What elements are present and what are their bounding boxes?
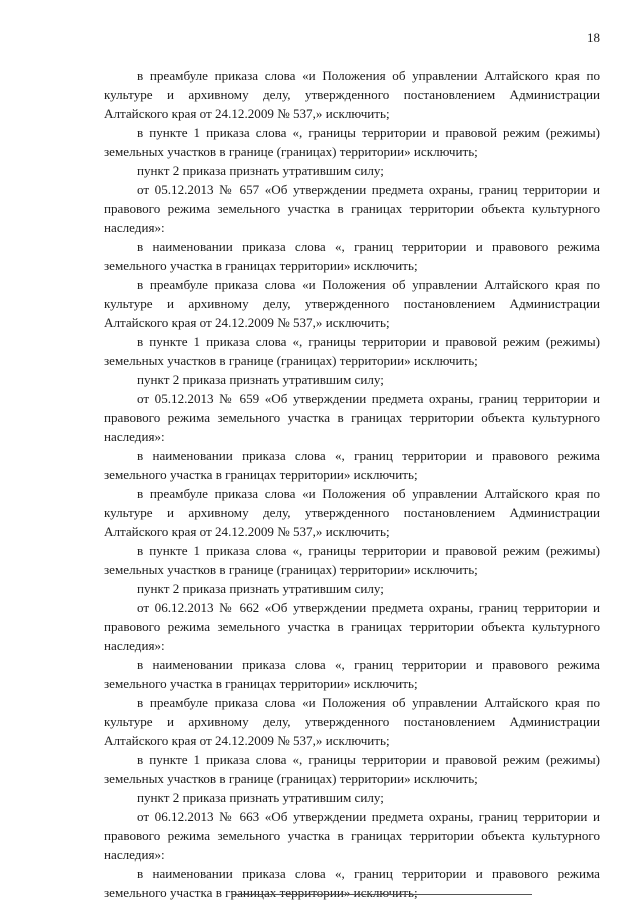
paragraph: от 05.12.2013 № 659 «Об утверждении предмета охраны, границ территории и правового режима земельного участка в границах территории объекта культурного наследия»: xyxy=(104,391,600,444)
page-number: 18 xyxy=(587,30,600,45)
paragraph: в наименовании приказа слова «, границ территории и правового режима земельного участка в границах территории» исключить; xyxy=(104,866,600,900)
paragraph: пункт 2 приказа признать утратившим силу; xyxy=(137,790,384,805)
paragraph: в преамбуле приказа слова «и Положения об управлении Алтайского края по культуре и архивному делу, утвержденного постановлением Администрации Алтайского края от 24.12.2009 № 537,» исключить; xyxy=(104,68,600,121)
paragraph: от 06.12.2013 № 663 «Об утверждении предмета охраны, границ территории и правового режима земельного участка в границах территории объекта культурного наследия»: xyxy=(104,809,600,862)
paragraph: в пункте 1 приказа слова «, границы территории и правовой режим (режимы) земельных участков в границе (границах) территории» исключить; xyxy=(104,543,600,577)
paragraph: в пункте 1 приказа слова «, границы территории и правовой режим (режимы) земельных участков в границе (границах) территории» исключить; xyxy=(104,752,600,786)
paragraph: в преамбуле приказа слова «и Положения об управлении Алтайского края по культуре и архивному делу, утвержденного постановлением Администрации Алтайского края от 24.12.2009 № 537,» исключить; xyxy=(104,277,600,330)
paragraph: пункт 2 приказа признать утратившим силу; xyxy=(137,163,384,178)
paragraph: в наименовании приказа слова «, границ территории и правового режима земельного участка в границах территории» исключить; xyxy=(104,448,600,482)
footer-divider xyxy=(232,894,532,895)
paragraph: в пункте 1 приказа слова «, границы территории и правовой режим (режимы) земельных участков в границе (границах) территории» исключить; xyxy=(104,334,600,368)
paragraph: в пункте 1 приказа слова «, границы территории и правовой режим (режимы) земельных участков в границе (границах) территории» исключить; xyxy=(104,125,600,159)
paragraph: пункт 2 приказа признать утратившим силу; xyxy=(137,581,384,596)
paragraph: в наименовании приказа слова «, границ территории и правового режима земельного участка в границах территории» исключить; xyxy=(104,657,600,691)
paragraph: в преамбуле приказа слова «и Положения об управлении Алтайского края по культуре и архивному делу, утвержденного постановлением Администрации Алтайского края от 24.12.2009 № 537,» исключить; xyxy=(104,695,600,748)
paragraph: от 05.12.2013 № 657 «Об утверждении предмета охраны, границ территории и правового режима земельного участка в границах территории объекта культурного наследия»: xyxy=(104,182,600,235)
paragraph: пункт 2 приказа признать утратившим силу; xyxy=(137,372,384,387)
paragraph: от 06.12.2013 № 662 «Об утверждении предмета охраны, границ территории и правового режима земельного участка в границах территории объекта культурного наследия»: xyxy=(104,600,600,653)
paragraph: в преамбуле приказа слова «и Положения об управлении Алтайского края по культуре и архивному делу, утвержденного постановлением Администрации Алтайского края от 24.12.2009 № 537,» исключить; xyxy=(104,486,600,539)
paragraph: в наименовании приказа слова «, границ территории и правового режима земельного участка в границах территории» исключить; xyxy=(104,239,600,273)
document-body xyxy=(104,66,600,902)
